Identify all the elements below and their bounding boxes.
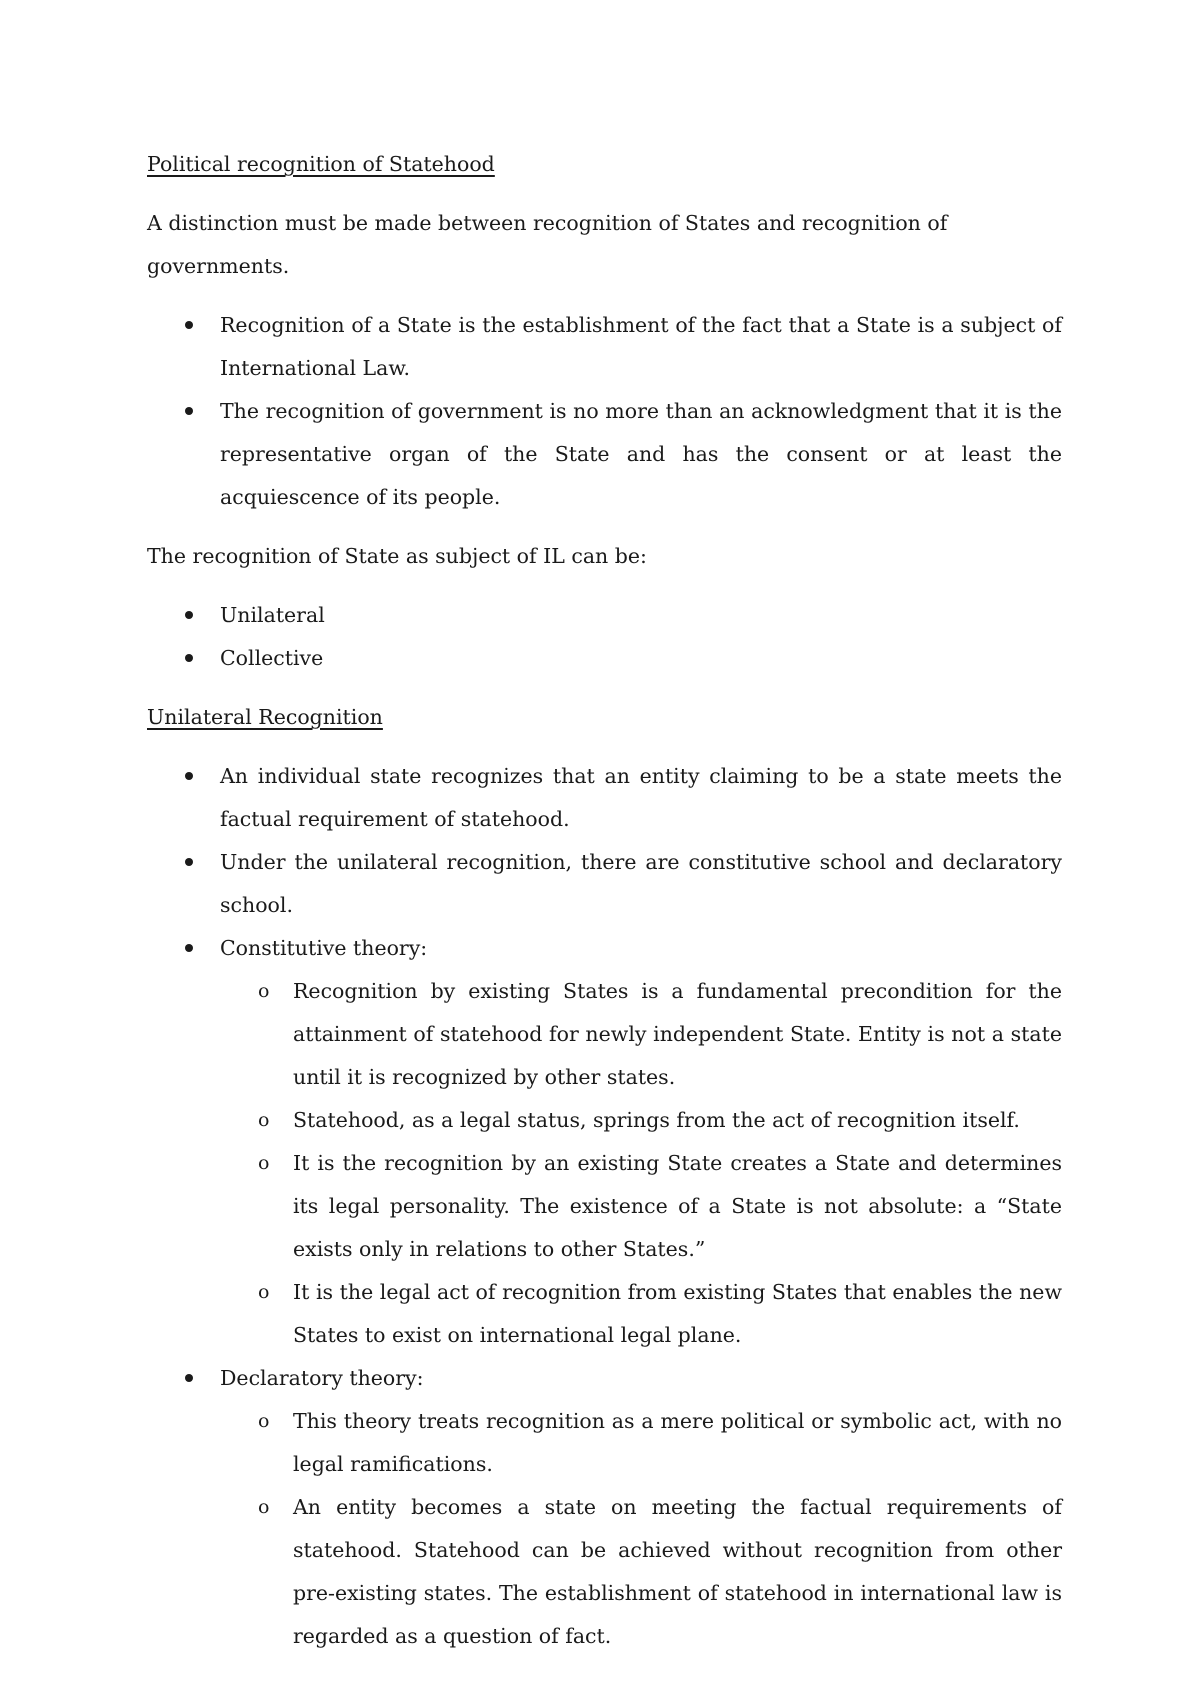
list-item-text: Unilateral — [220, 603, 325, 627]
circle-bullet-icon: o — [258, 1496, 270, 1518]
sub-list-item-text: Recognition by existing States is a fundamental precondition for the attainment of statehood for newly independent State. Entity is not a state until it is recognized by other states. — [293, 979, 1062, 1089]
types-intro-paragraph: The recognition of State as subject of IL can be: — [147, 544, 647, 568]
intro-paragraph: A distinction must be made between recognition of States and recognition of governments. — [147, 211, 948, 278]
declaratory-sublist — [220, 1400, 1062, 1658]
list-item — [147, 755, 1062, 841]
list-item-text: The recognition of government is no more than an acknowledgment that it is the representative organ of the State and has the consent or at least the acquiescence of its people. — [220, 399, 1062, 509]
bullet-icon — [185, 611, 193, 619]
circle-bullet-icon: o — [258, 1109, 270, 1131]
unilateral-list — [147, 755, 1062, 1658]
declaratory-label: Declaratory theory: — [220, 1366, 424, 1390]
sub-list-item-text: It is the recognition by an existing State creates a State and determines its legal personality. The existence of a State is not absolute: a “State exists only in relations to other States.” — [293, 1151, 1062, 1261]
sub-list-item-text: Statehood, as a legal status, springs from the act of recognition itself. — [293, 1108, 1020, 1132]
list-item-constitutive — [147, 927, 1062, 1357]
list-item — [147, 594, 1062, 637]
sub-list-item — [220, 1486, 1062, 1658]
constitutive-sublist — [220, 970, 1062, 1357]
list-item — [147, 304, 1062, 390]
circle-bullet-icon: o — [258, 1281, 270, 1303]
circle-bullet-icon: o — [258, 1152, 270, 1174]
circle-bullet-icon: o — [258, 1410, 270, 1432]
list-item-text: Under the unilateral recognition, there are constitutive school and declaratory school. — [220, 850, 1062, 917]
bullet-icon — [185, 407, 193, 415]
list-item — [147, 841, 1062, 927]
list-item — [147, 637, 1062, 680]
sub-list-item-text: This theory treats recognition as a mere political or symbolic act, with no legal ramifications. — [293, 1409, 1062, 1476]
list-item-declaratory — [147, 1357, 1062, 1658]
list-item-text: Recognition of a State is the establishment of the fact that a State is a subject of International Law. — [220, 313, 1062, 380]
sub-list-item — [220, 1142, 1062, 1271]
types-list — [147, 594, 1062, 680]
bullet-icon — [185, 1374, 193, 1382]
document-page — [147, 143, 1062, 1674]
sub-list-item — [220, 1400, 1062, 1486]
unilateral-heading: Unilateral Recognition — [147, 705, 383, 729]
list-item — [147, 390, 1062, 519]
sub-list-item — [220, 1099, 1062, 1142]
title-heading: Political recognition of Statehood — [147, 152, 495, 176]
bullet-icon — [185, 654, 193, 662]
list-item-text: An individual state recognizes that an entity claiming to be a state meets the factual requirement of statehood. — [220, 764, 1062, 831]
bullet-icon — [185, 321, 193, 329]
circle-bullet-icon: o — [258, 980, 270, 1002]
constitutive-label: Constitutive theory: — [220, 936, 428, 960]
bullet-icon — [185, 944, 193, 952]
list-item-text: Collective — [220, 646, 324, 670]
sub-list-item-text: An entity becomes a state on meeting the factual requirements of statehood. Statehood can be achieved without recognition from other pre-existing states. The establishment of statehood in international law is regarded as a question of fact. — [293, 1495, 1062, 1648]
distinction-list — [147, 304, 1062, 519]
sub-list-item — [220, 1271, 1062, 1357]
sub-list-item-text: It is the legal act of recognition from existing States that enables the new States to exist on international legal plane. — [293, 1280, 1062, 1347]
sub-list-item — [220, 970, 1062, 1099]
bullet-icon — [185, 772, 193, 780]
bullet-icon — [185, 858, 193, 866]
